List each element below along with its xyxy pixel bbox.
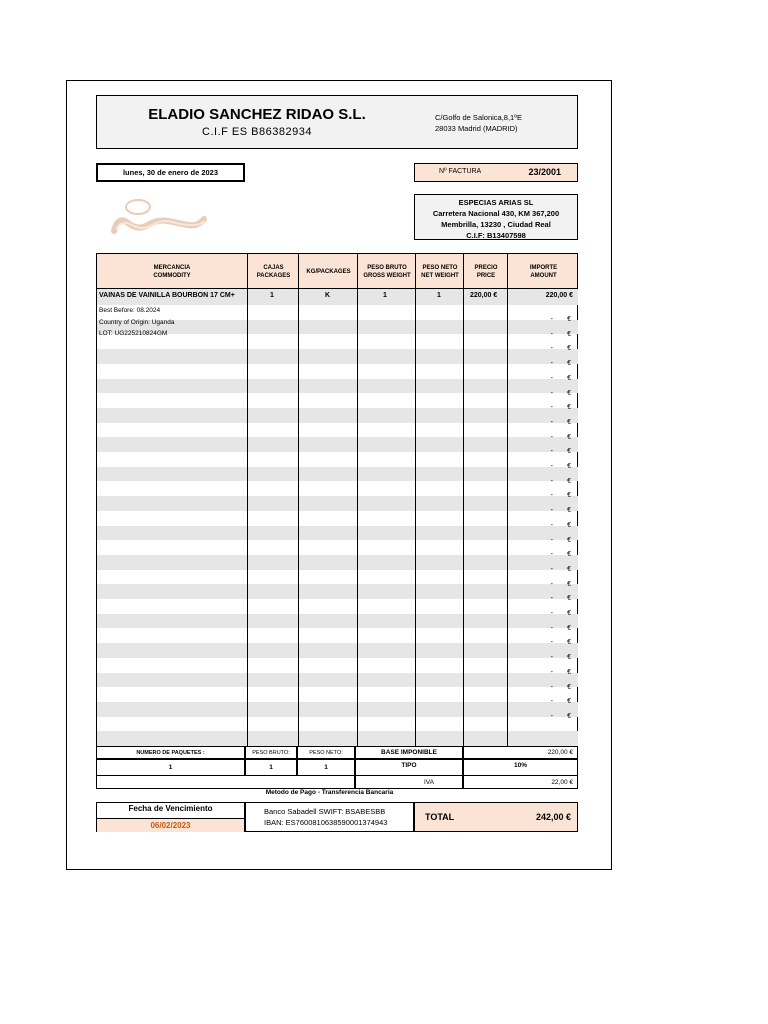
amount-dash: - bbox=[550, 698, 553, 706]
footer-empty-cell bbox=[96, 776, 355, 789]
client-name: ESPECIAS ARIAS SL bbox=[458, 198, 534, 207]
col-gross-weight: PESO BRUTO GROSS WEIGHT bbox=[357, 254, 416, 290]
amount-dash: - bbox=[550, 374, 553, 382]
col-commodity: MERCANCIA COMMODITY bbox=[153, 265, 191, 279]
amount-euro: € bbox=[567, 698, 571, 706]
peso-neto-value: 1 bbox=[297, 759, 355, 776]
company-cif: C.I.F ES B86382934 bbox=[202, 126, 312, 138]
table-row-stripe bbox=[97, 408, 578, 423]
amount-euro: € bbox=[567, 404, 571, 412]
due-date-label: Fecha de Vencimiento bbox=[128, 804, 213, 813]
client-address: Carretera Nacional 430, KM 367,200 bbox=[432, 209, 560, 218]
amount-dash: - bbox=[550, 536, 553, 544]
col-amount: IMPORTE AMOUNT bbox=[507, 254, 579, 290]
peso-bruto-label: PESO BRUTO: bbox=[245, 746, 297, 759]
amount-euro: € bbox=[567, 463, 571, 470]
amount-dash: - bbox=[550, 610, 553, 617]
amount-dash: - bbox=[550, 639, 553, 647]
amount-dash: - bbox=[550, 654, 553, 662]
bank-iban: IBAN: ES7600810638590001374943 bbox=[264, 818, 388, 827]
invoice-number: 23/2001 bbox=[528, 167, 561, 177]
table-row-stripe bbox=[97, 614, 578, 629]
amount-euro: € bbox=[567, 595, 571, 603]
amount-euro: € bbox=[567, 477, 571, 485]
table-row-stripe bbox=[97, 437, 578, 452]
table-header bbox=[96, 253, 578, 289]
amount-euro: € bbox=[567, 345, 571, 353]
item-best-before: Best Before: 08.2024 bbox=[99, 307, 161, 314]
amount-dash: - bbox=[550, 316, 553, 323]
invoice-number-label: Nº FACTURA bbox=[439, 168, 482, 175]
col-divider bbox=[415, 289, 416, 746]
num-packages-value: 1 bbox=[96, 759, 245, 776]
amount-euro: € bbox=[567, 551, 571, 559]
amount-dash: - bbox=[550, 463, 553, 470]
amount-euro: € bbox=[567, 639, 571, 647]
tipo-value: 10% bbox=[463, 759, 578, 776]
bank-details bbox=[245, 802, 414, 832]
amount-euro: € bbox=[567, 610, 571, 617]
table-row-stripe bbox=[97, 673, 578, 688]
item-net-weight: 1 bbox=[437, 292, 441, 299]
amount-dash: - bbox=[550, 580, 553, 588]
peso-bruto-value: 1 bbox=[245, 759, 297, 776]
amount-dash: - bbox=[550, 668, 553, 676]
amount-dash: - bbox=[550, 433, 553, 441]
col-packages: CAJAS PACKAGES bbox=[247, 254, 299, 290]
client-box bbox=[414, 194, 578, 240]
item-commodity: VAINAS DE VAINILLA BOURBON 17 CM+ bbox=[99, 292, 235, 299]
amount-dash: - bbox=[550, 507, 553, 515]
amount-dash: - bbox=[550, 345, 553, 353]
amount-dash: - bbox=[550, 389, 553, 397]
amount-euro: € bbox=[567, 374, 571, 382]
company-name: ELADIO SANCHEZ RIDAO S.L. bbox=[148, 106, 366, 123]
amount-dash: - bbox=[550, 683, 553, 691]
col-divider bbox=[298, 289, 299, 746]
table-row-stripe bbox=[97, 526, 578, 541]
company-header bbox=[96, 95, 578, 149]
amount-euro: € bbox=[567, 536, 571, 544]
base-label: BASE IMPONIBLE bbox=[355, 746, 463, 759]
table-row bbox=[97, 289, 578, 305]
col-price: PRECIO PRICE bbox=[463, 254, 508, 290]
table-row-stripe bbox=[97, 731, 578, 746]
amount-euro: € bbox=[567, 433, 571, 441]
table-row-stripe bbox=[97, 584, 578, 599]
amount-euro: € bbox=[567, 580, 571, 588]
client-city: Membrilla, 13230 , Ciudad Real bbox=[441, 220, 551, 229]
item-gross-weight: 1 bbox=[383, 292, 387, 299]
col-divider bbox=[247, 289, 248, 746]
amount-dash: - bbox=[550, 624, 553, 632]
amount-dash: - bbox=[550, 330, 553, 338]
table-row-stripe bbox=[97, 467, 578, 482]
amount-dash: - bbox=[550, 565, 553, 573]
col-divider bbox=[463, 289, 464, 746]
col-net-weight: PESO NETO NET WEIGHT bbox=[415, 254, 464, 290]
amount-euro: € bbox=[567, 712, 571, 720]
item-amount: 220,00 € bbox=[545, 292, 573, 299]
item-price: 220,00 € bbox=[470, 292, 498, 299]
table-row-stripe bbox=[97, 555, 578, 570]
company-address-line1: C/Golfo de Salonica,8,1ºE bbox=[435, 113, 522, 122]
amount-euro: € bbox=[567, 330, 571, 338]
company-logo bbox=[108, 195, 208, 240]
amount-dash: - bbox=[550, 492, 553, 500]
table-body bbox=[96, 289, 578, 747]
iva-label: IVA bbox=[355, 776, 463, 789]
due-date-box bbox=[96, 802, 245, 832]
amount-euro: € bbox=[567, 654, 571, 662]
table-row-stripe bbox=[97, 379, 578, 394]
amount-euro: € bbox=[567, 360, 571, 368]
item-origin: Country of Origin: Uganda bbox=[99, 319, 175, 326]
table-row-stripe bbox=[97, 496, 578, 511]
amount-dash: - bbox=[550, 448, 553, 456]
item-lot: LOT: UG225210824GM bbox=[99, 330, 168, 337]
amount-dash: - bbox=[550, 521, 553, 529]
bank-name: Banco Sabadell SWIFT: BSABESBB bbox=[264, 807, 386, 816]
due-date-value: 06/02/2023 bbox=[97, 818, 244, 832]
invoice-number-box bbox=[414, 163, 578, 182]
amount-euro: € bbox=[567, 418, 571, 426]
tipo-label: TIPO bbox=[355, 759, 463, 776]
amount-euro: € bbox=[567, 624, 571, 632]
base-value: 220,00 € bbox=[463, 746, 578, 759]
col-divider bbox=[507, 289, 508, 746]
num-packages-label: NUMERO DE PAQUETES : bbox=[96, 746, 245, 759]
total-value: 242,00 € bbox=[535, 812, 571, 822]
total-label: TOTAL bbox=[425, 812, 455, 822]
company-address bbox=[435, 112, 522, 134]
amount-dash: - bbox=[550, 551, 553, 559]
amount-euro: € bbox=[567, 565, 571, 573]
item-packages: 1 bbox=[270, 292, 274, 299]
amount-dash: - bbox=[550, 360, 553, 368]
amount-dash: - bbox=[550, 477, 553, 485]
col-divider bbox=[357, 289, 358, 746]
amount-euro: € bbox=[567, 389, 571, 397]
table-row-stripe bbox=[97, 643, 578, 658]
total-box bbox=[414, 802, 578, 832]
amount-dash: - bbox=[550, 712, 553, 720]
company-address-line2: 28033 Madrid (MADRID) bbox=[435, 124, 518, 133]
amount-euro: € bbox=[567, 507, 571, 515]
amount-euro: € bbox=[567, 448, 571, 456]
amount-dash: - bbox=[550, 595, 553, 603]
item-kg-packages: K bbox=[325, 292, 331, 299]
table-row-stripe bbox=[97, 349, 578, 364]
amount-dash: - bbox=[550, 404, 553, 412]
client-cif: C.I.F: B13407598 bbox=[466, 231, 526, 240]
amount-euro: € bbox=[567, 521, 571, 529]
amount-euro: € bbox=[567, 316, 571, 323]
amount-dash: - bbox=[550, 418, 553, 426]
iva-value: 22,00 € bbox=[463, 776, 578, 789]
amount-euro: € bbox=[567, 668, 571, 676]
invoice-date: lunes, 30 de enero de 2023 bbox=[96, 163, 245, 182]
col-kg-packages: KG/PACKAGES bbox=[298, 254, 358, 290]
peso-neto-label: PESO NETO: bbox=[297, 746, 355, 759]
amount-euro: € bbox=[567, 492, 571, 500]
amount-euro: € bbox=[567, 683, 571, 691]
payment-method: Metodo de Pago - Transferencia Bancaria bbox=[265, 789, 394, 796]
table-row-stripe bbox=[97, 702, 578, 717]
